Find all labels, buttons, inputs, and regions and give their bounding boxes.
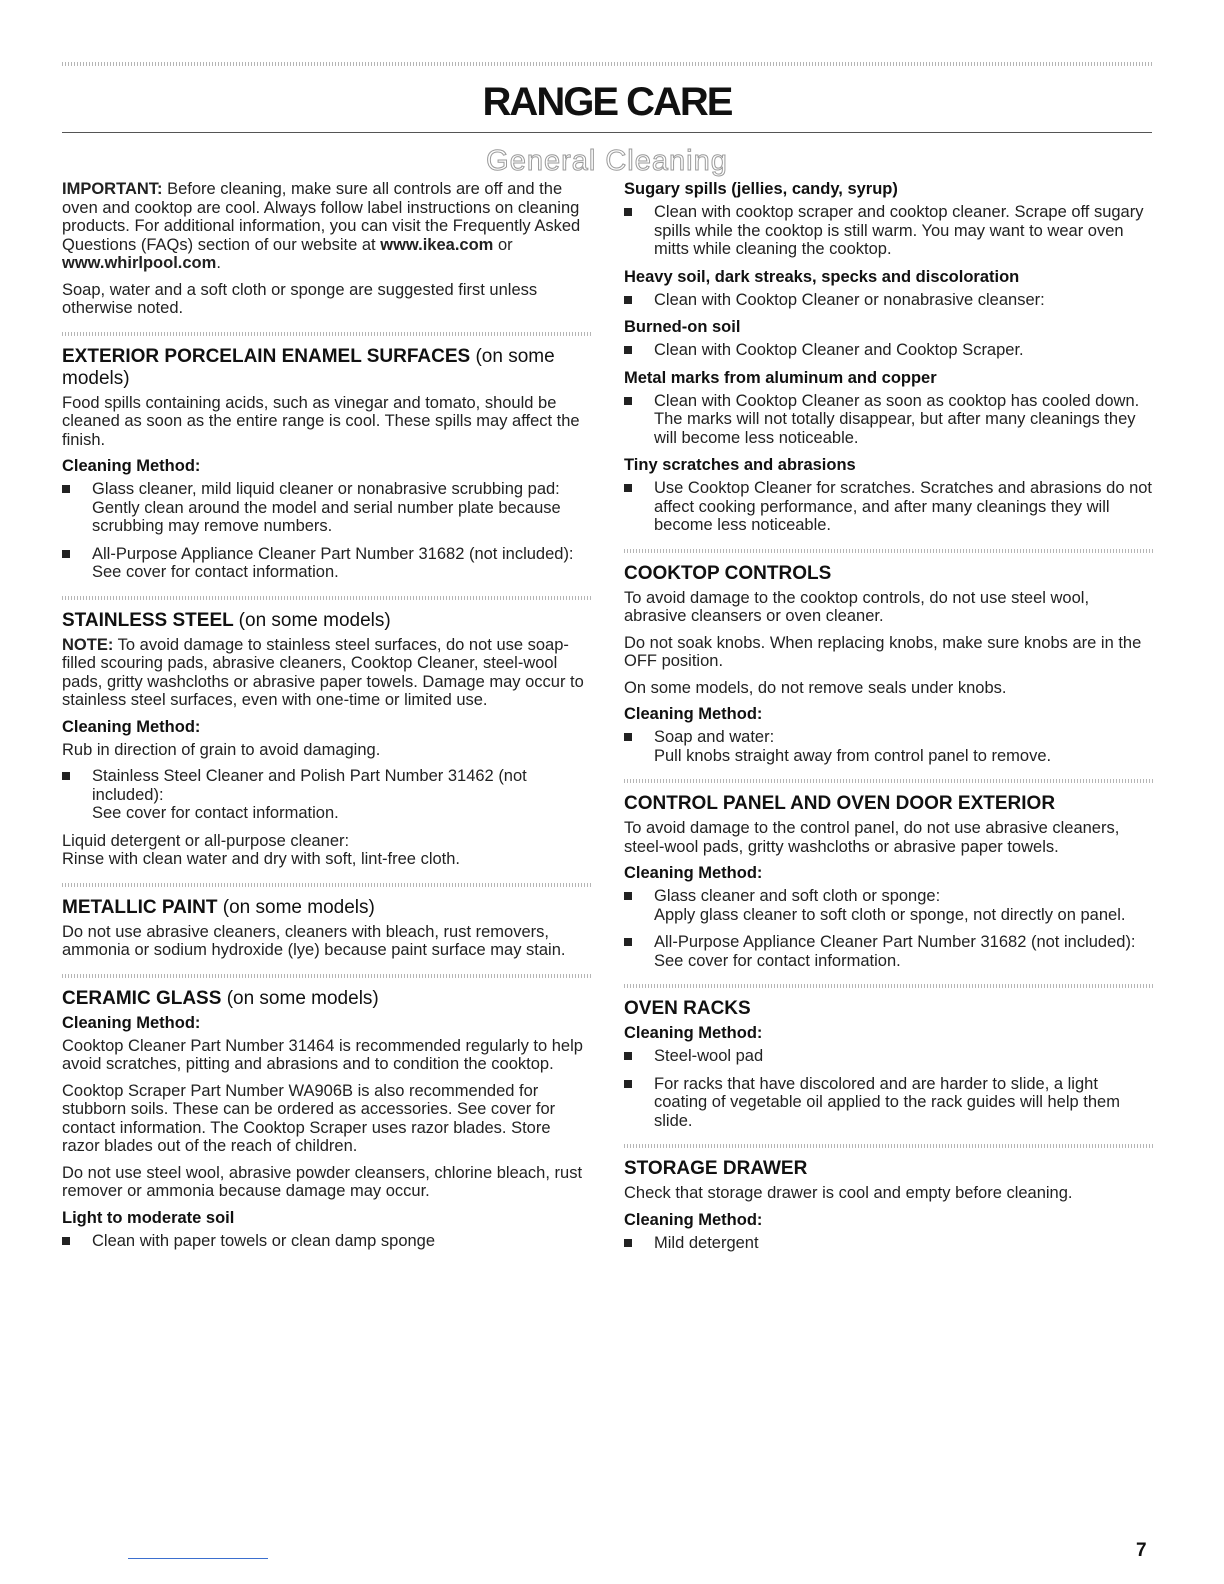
list-item: Steel-wool pad	[624, 1047, 1154, 1066]
control-panel-heading: CONTROL PANEL AND OVEN DOOR EXTERIOR	[624, 793, 1056, 814]
list-item: Stainless Steel Cleaner and Polish Part Number 31462 (not included): See cover for contact information.	[62, 767, 592, 823]
square-bullet-icon	[624, 296, 632, 304]
section-divider	[624, 984, 1154, 988]
square-bullet-icon	[624, 1052, 632, 1060]
section-divider	[62, 332, 592, 336]
cooktop-controls-method: Cleaning Method:	[624, 705, 763, 723]
cooktop-controls-p1: To avoid damage to the cooktop controls, do not use steel wool, abrasive cleansers or oven cleaner.	[624, 588, 1090, 625]
section-subtitle: General Cleaning	[486, 145, 728, 177]
metallic-heading: METALLIC PAINT (on some models)	[62, 896, 375, 918]
whirlpool-link[interactable]: www.whirlpool.com	[62, 254, 217, 272]
list-item: Mild detergent	[624, 1234, 1154, 1253]
porcelain-heading-sub: (on some models)	[62, 345, 555, 389]
important-paragraph: IMPORTANT: Before cleaning, make sure all controls are off and the oven and cooktop are cool. Always follow label instructions on cleaning products. For additional information, you can visit the Frequently Asked Questions (FAQs) section of our website at www.ikea.com or www.whirlpool.com.	[62, 180, 581, 272]
list-item: Clean with Cooktop Cleaner and Cooktop Scraper.	[624, 341, 1154, 360]
porcelain-heading	[62, 346, 592, 390]
page-title: RANGE CARE	[482, 80, 732, 124]
cooktop-controls-p3: On some models, do not remove seals under knobs.	[624, 678, 1007, 697]
stainless-rub: Rub in direction of grain to avoid damaging.	[62, 740, 381, 759]
square-bullet-icon	[624, 346, 632, 354]
stainless-note: NOTE: To avoid damage to stainless steel surfaces, do not use soap-filled scouring pads, abrasive cleaners, Cooktop Cleaner, steel-wool pads, gritty washcloths or abrasive paper towels. Damage may occur to stainless steel surfaces, even with one-time or limited use.	[62, 635, 584, 709]
section-divider	[624, 1144, 1154, 1148]
section-divider	[62, 883, 592, 887]
square-bullet-icon	[624, 484, 632, 492]
storage-drawer-p1: Check that storage drawer is cool and empty before cleaning.	[624, 1184, 1073, 1202]
storage-drawer-heading: STORAGE DRAWER	[624, 1158, 808, 1179]
list-item: Clean with cooktop scraper and cooktop cleaner. Scrape off sugary spills while the cooktop is still warm. You may want to wear oven mitts while cleaning the cooktop.	[624, 203, 1154, 259]
heavy-heading: Heavy soil, dark streaks, specks and discoloration	[624, 267, 1020, 286]
list-item: Clean with Cooktop Cleaner or nonabrasive cleanser:	[624, 291, 1154, 310]
square-bullet-icon	[624, 397, 632, 405]
right-column	[624, 180, 1154, 1261]
list-item: Glass cleaner and soft cloth or sponge: Apply glass cleaner to soft cloth or sponge, not directly on panel.	[624, 887, 1154, 924]
list-item: All-Purpose Appliance Cleaner Part Number 31682 (not included): See cover for contact information.	[62, 545, 592, 582]
porcelain-text: Food spills containing acids, such as vinegar and tomato, should be cleaned as soon as the entire range is cool. These spills may affect the finish.	[62, 393, 580, 449]
storage-drawer-method: Cleaning Method:	[624, 1210, 763, 1229]
section-divider	[62, 596, 592, 600]
square-bullet-icon	[62, 1237, 70, 1245]
ceramic-p1: Cooktop Cleaner Part Number 31464 is recommended regularly to help avoid scratches, pitting and abrasions and to condition the cooktop.	[62, 1036, 583, 1073]
ikea-link[interactable]: www.ikea.com	[380, 235, 494, 254]
square-bullet-icon	[624, 938, 632, 946]
ceramic-p2: Cooktop Scraper Part Number WA906B is also recommended for stubborn soils. These can be ordered as accessories. See cover for contact information. The Cooktop Scraper uses razor blades. Store razor blades out of the reach of children.	[62, 1081, 556, 1155]
square-bullet-icon	[624, 1080, 632, 1088]
square-bullet-icon	[62, 485, 70, 493]
list-item: Soap and water: Pull knobs straight away from control panel to remove.	[624, 728, 1154, 765]
section-divider	[624, 549, 1154, 553]
light-soil-heading: Light to moderate soil	[62, 1208, 235, 1227]
stainless-liquid: Liquid detergent or all-purpose cleaner: Rinse with clean water and dry with soft, lint-free cloth.	[62, 831, 461, 868]
ceramic-p3: Do not use steel wool, abrasive powder cleansers, chlorine bleach, rust remover or ammonia because damage may occur.	[62, 1163, 583, 1200]
page-number: 7	[1136, 1540, 1147, 1561]
or-text: or	[497, 235, 513, 254]
important-text: Before cleaning, make sure all controls are off and the oven and cooktop are cool. Always follow label instructions on cleaning products. For additional information, you can visit the Frequently Asked Questions (FAQs) section of our website at	[62, 180, 581, 254]
control-panel-p1: To avoid damage to the control panel, do not use abrasive cleaners, steel-wool pads, gritty washcloths or abrasive paper towels.	[624, 819, 1120, 856]
ceramic-heading: CERAMIC GLASS (on some models)	[62, 987, 379, 1009]
important-label: IMPORTANT:	[62, 180, 163, 198]
list-item: All-Purpose Appliance Cleaner Part Number 31682 (not included): See cover for contact information.	[624, 933, 1154, 970]
section-divider	[624, 779, 1154, 783]
list-item: Clean with paper towels or clean damp sponge	[62, 1232, 592, 1251]
square-bullet-icon	[624, 1239, 632, 1247]
list-item: Glass cleaner, mild liquid cleaner or nonabrasive scrubbing pad: Gently clean around the model and serial number plate because scrubbing may remove numbers.	[62, 480, 592, 536]
list-item: For racks that have discolored and are harder to slide, a light coating of vegetable oil applied to the rack guides will help them slide.	[624, 1075, 1154, 1131]
sugary-heading: Sugary spills (jellies, candy, syrup)	[624, 180, 898, 198]
stainless-method-heading: Cleaning Method:	[62, 717, 201, 736]
burned-heading: Burned-on soil	[624, 318, 741, 336]
square-bullet-icon	[62, 550, 70, 558]
section-divider	[62, 974, 592, 978]
ceramic-method-heading: Cleaning Method:	[62, 1013, 201, 1032]
porcelain-heading-main: EXTERIOR PORCELAIN ENAMEL SURFACES	[62, 345, 471, 367]
square-bullet-icon	[624, 208, 632, 216]
soap-paragraph: Soap, water and a soft cloth or sponge are suggested first unless otherwise noted.	[62, 280, 538, 317]
top-hatch-border	[62, 62, 1152, 66]
title-rule	[62, 132, 1152, 133]
square-bullet-icon	[624, 733, 632, 741]
footer-mark	[128, 1558, 268, 1559]
metal-marks-heading: Metal marks from aluminum and copper	[624, 368, 937, 387]
cooktop-controls-p2: Do not soak knobs. When replacing knobs, make sure knobs are in the OFF position.	[624, 633, 1142, 670]
oven-racks-heading: OVEN RACKS	[624, 998, 751, 1019]
oven-racks-method: Cleaning Method:	[624, 1024, 763, 1042]
left-column	[62, 180, 592, 1259]
tiny-scratches-heading: Tiny scratches and abrasions	[624, 456, 856, 474]
control-panel-method: Cleaning Method:	[624, 864, 763, 882]
list-item: Clean with Cooktop Cleaner as soon as cooktop has cooled down. The marks will not totally disappear, but after many cleanings they will become less noticeable.	[624, 392, 1154, 448]
cooktop-controls-heading: COOKTOP CONTROLS	[624, 562, 832, 584]
list-item: Use Cooktop Cleaner for scratches. Scratches and abrasions do not affect cooking performance, and after many cleanings they will become less noticeable.	[624, 479, 1154, 535]
square-bullet-icon	[62, 772, 70, 780]
square-bullet-icon	[624, 892, 632, 900]
porcelain-method-heading: Cleaning Method:	[62, 457, 201, 475]
metallic-text: Do not use abrasive cleaners, cleaners with bleach, rust removers, ammonia or sodium hydroxide (lye) because paint surface may stain.	[62, 922, 566, 959]
stainless-heading: STAINLESS STEEL (on some models)	[62, 609, 391, 631]
